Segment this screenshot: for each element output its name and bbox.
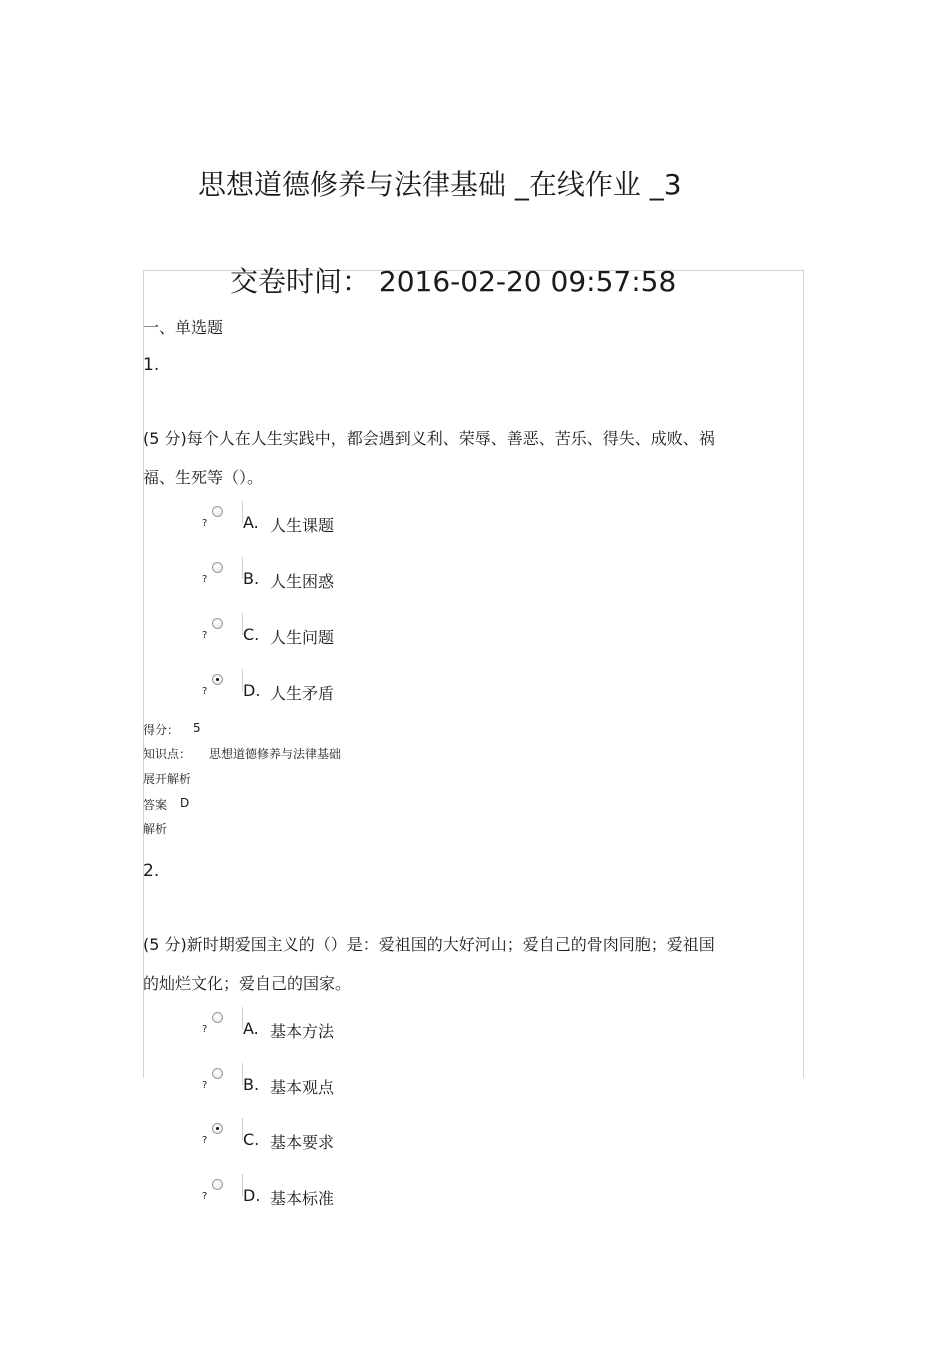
radio-button[interactable] [212,506,223,517]
score-value: 5 [193,721,201,735]
option-text: 人生矛盾 [270,684,335,703]
question-text-line: (5 分)每个人在人生实践中，都会遇到义利、荣辱、善恶、苦乐、得失、成败、祸 [143,429,715,448]
question-text-line: 的灿烂文化；爱自己的国家。 [143,974,352,993]
option-b[interactable] [202,560,462,590]
option-letter: A. [243,1019,259,1038]
option-mark: ? [202,1024,208,1035]
radio-button[interactable] [212,562,223,573]
question-number: 1. [143,355,160,375]
option-d[interactable] [202,1177,462,1207]
option-a[interactable] [202,504,462,534]
question-text-line: 福、生死等（）。 [143,468,264,487]
option-text: 人生困惑 [270,572,335,591]
option-letter: C. [243,625,260,644]
question-text-line: (5 分)新时期爱国主义的（）是：爱祖国的大好河山；爱自己的骨肉同胞；爱祖国 [143,935,715,954]
option-c[interactable] [202,1121,462,1151]
content-frame-right [803,270,804,1078]
option-c[interactable] [202,616,462,646]
radio-button-selected[interactable] [212,1123,223,1134]
option-mark: ? [202,518,208,529]
knowledge-value: 思想道德修养与法律基础 [209,747,342,761]
radio-button[interactable] [212,1068,223,1079]
option-mark: ? [202,1191,208,1202]
question-number: 2. [143,861,160,881]
option-d[interactable] [202,672,462,702]
option-mark: ? [202,1080,208,1091]
option-b[interactable] [202,1066,462,1096]
radio-button-selected[interactable] [212,674,223,685]
radio-button[interactable] [212,1179,223,1190]
page-title: 思想道德修养与法律基础 _在线作业 _3 [198,168,682,201]
option-text: 基本观点 [270,1078,335,1097]
option-mark: ? [202,574,208,585]
option-mark: ? [202,1135,208,1146]
option-letter: D. [243,1186,261,1205]
option-letter: A. [243,513,259,532]
expand-analysis-link[interactable]: 展开解析 [143,772,192,786]
radio-button[interactable] [212,1012,223,1023]
option-text: 基本标准 [270,1189,335,1208]
option-mark: ? [202,686,208,697]
option-text: 人生课题 [270,516,335,535]
score-label: 得分： [143,723,180,737]
option-letter: C. [243,1130,260,1149]
section-title: 一、单选题 [143,318,224,337]
answer-value: D [180,796,190,810]
option-a[interactable] [202,1010,462,1040]
answer-label: 答案 [143,798,168,812]
option-text: 人生问题 [270,628,335,647]
option-letter: B. [243,1075,260,1094]
option-text: 基本要求 [270,1133,335,1152]
knowledge-label: 知识点： [143,747,192,761]
option-letter: B. [243,569,260,588]
radio-button[interactable] [212,618,223,629]
option-letter: D. [243,681,261,700]
submit-time: 交卷时间： 2016-02-20 09:57:58 [230,265,677,298]
analysis-label: 解析 [143,822,168,836]
content-frame-left [143,270,144,1078]
option-mark: ? [202,630,208,641]
option-text: 基本方法 [270,1022,335,1041]
